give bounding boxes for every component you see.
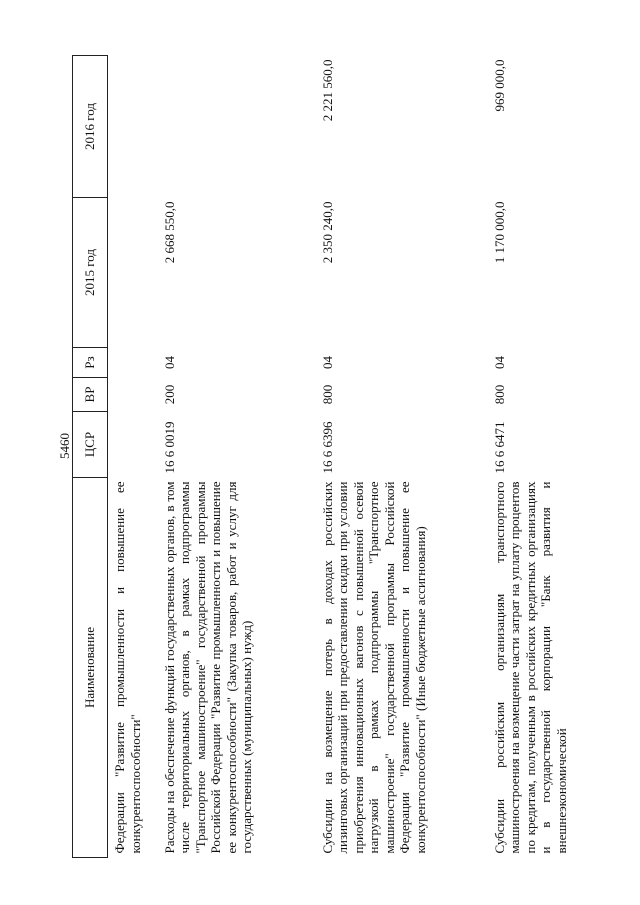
row-csr (108, 412, 158, 478)
row-2015 (108, 198, 158, 348)
row-csr: 16 6 0019 (161, 421, 177, 474)
row-2016: 2 221 560,0 (319, 59, 335, 122)
budget-table-rotated (72, 56, 602, 858)
header-2016: 2016 год (73, 56, 108, 198)
row-name: Субсидии российским организациям транспортного машиностроения на возмещение части затрат на уплату процентов по кредитам, полученным в российских кредитных организациях и в государственной корпорации "Банк развития и внешнеэкономической (491, 481, 569, 854)
table-row (488, 56, 603, 858)
table-row (108, 56, 158, 858)
row-csr: 16 6 6396 (319, 421, 335, 474)
row-vr: 200 (161, 384, 177, 405)
row-rz: 04 (319, 356, 335, 369)
row-rz: 04 (491, 356, 507, 369)
header-rz: Рз (73, 348, 108, 378)
row-2015: 1 170 000,0 (491, 201, 507, 264)
header-name: Наименование (73, 478, 108, 858)
table-row (316, 56, 488, 858)
row-vr: 800 (491, 384, 507, 405)
row-2015: 2 668 550,0 (161, 201, 177, 264)
header-vr: ВР (73, 378, 108, 412)
table-header-row (73, 56, 108, 858)
row-name: Федерации "Развитие промышленности и повышение ее конкурентоспособности" (112, 481, 143, 854)
header-2015: 2015 год (73, 198, 108, 348)
row-2016 (108, 56, 158, 198)
row-name: Субсидии на возмещение потерь в доходах российских лизинговых организаций при предоставлении скидки при условии приобретения инновационных вагонов с повышенной осевой нагрузкой в рамках подпрограммы "Транспортное машиностроение" государственной программы Российской Федерации "Развитие промышленности и повышение ее конкурентоспособности" (Иные бюджетные ассигнования) (319, 481, 429, 854)
row-vr (108, 378, 158, 412)
budget-table (72, 55, 602, 858)
header-csr: ЦСР (73, 412, 108, 478)
page-number: 5460 (57, 433, 72, 459)
row-name: Расходы на обеспечение функций государственных органов, в том числе территориальных органов, в рамках подпрограммы "Транспортное машиностроение" государственной программы Российской Федерации "Развитие промышленности и повышение ее конкурентоспособности" (Закупка товаров, работ и услуг для государственных (муниципальных) нужд) (161, 481, 255, 854)
row-rz (108, 348, 158, 378)
row-2016 (158, 56, 316, 198)
row-2016: 969 000,0 (491, 59, 507, 112)
table-row (158, 56, 316, 858)
row-vr: 800 (319, 384, 335, 405)
row-rz: 04 (161, 356, 177, 369)
row-csr: 16 6 6471 (491, 421, 507, 474)
row-2015: 2 350 240,0 (319, 201, 335, 264)
